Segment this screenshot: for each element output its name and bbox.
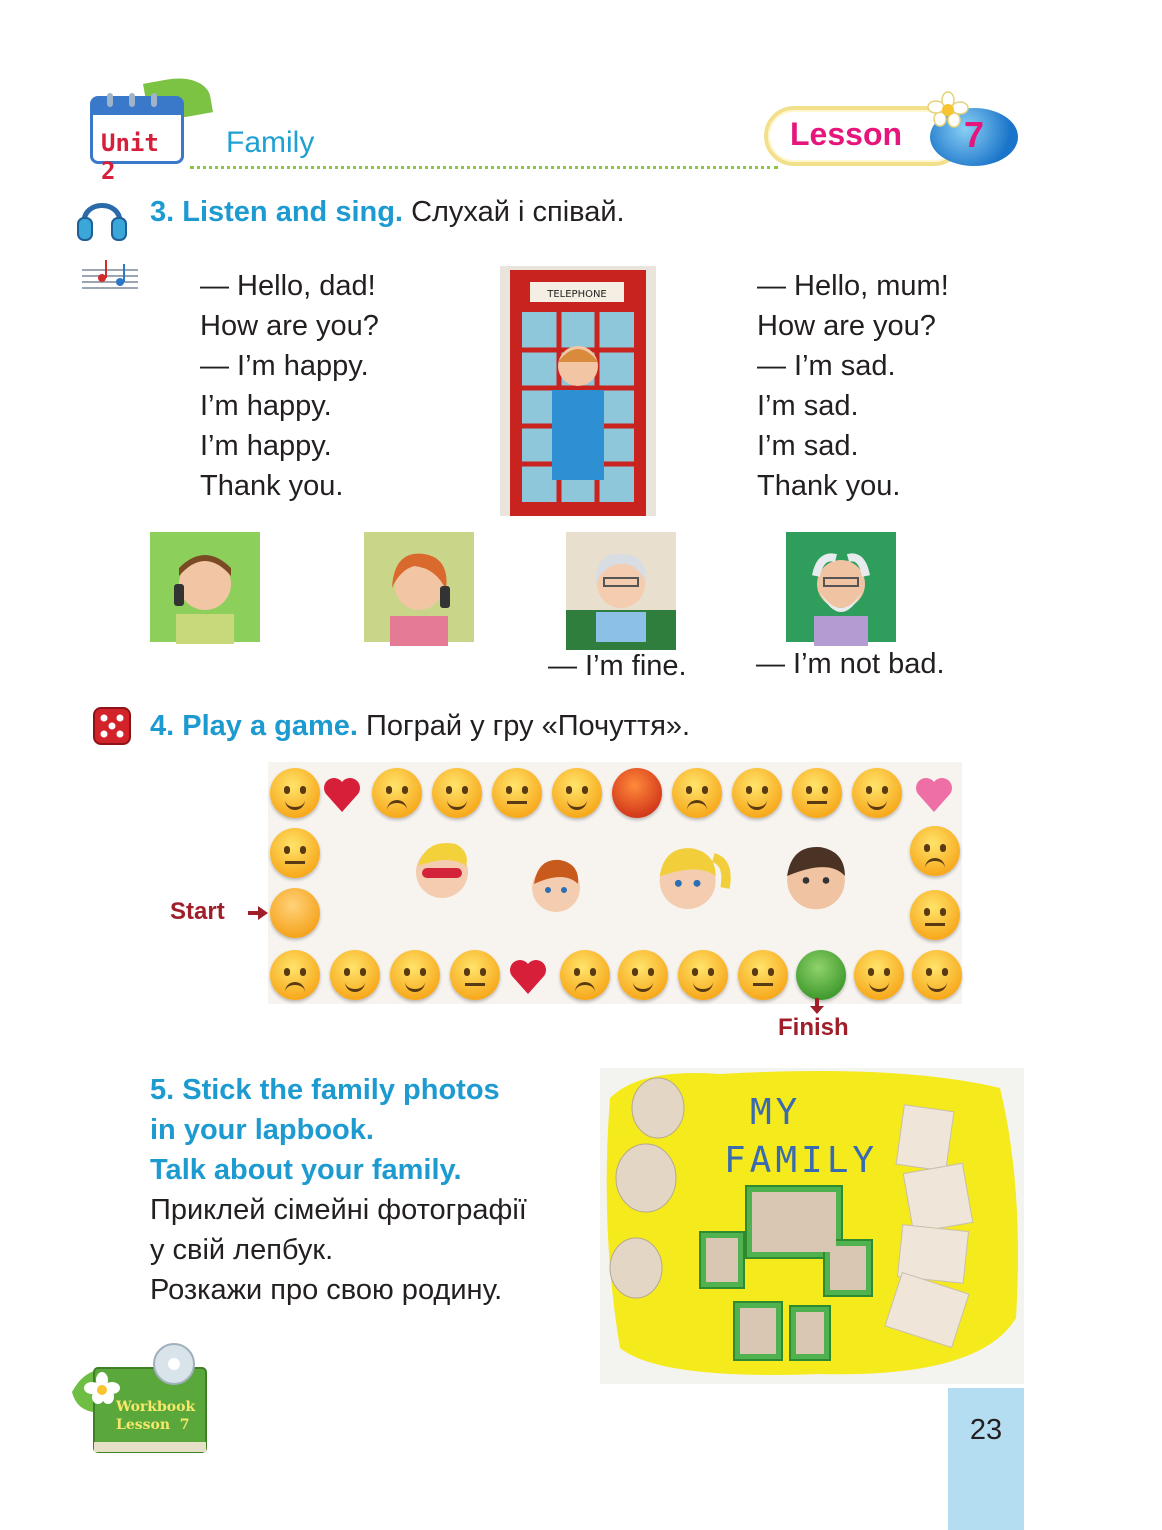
- lyric-line: I’m sad.: [757, 390, 859, 422]
- workbook-badge: [68, 1342, 210, 1454]
- crying-emoji: [372, 768, 422, 818]
- task5-title-line: in your lapbook.: [150, 1114, 374, 1146]
- workbook-line: Lesson 7: [116, 1417, 190, 1433]
- lyric-line: How are you?: [757, 310, 936, 342]
- smiling-emoji: [390, 950, 440, 1000]
- lapbook-my: MY: [750, 1092, 802, 1133]
- lesson-badge: [764, 106, 1020, 168]
- headphones-icon: [74, 190, 130, 246]
- smiling-emoji: [678, 950, 728, 1000]
- man-face: [776, 836, 856, 916]
- red-heart-icon: [506, 954, 550, 998]
- lyric-line: — Hello, mum!: [757, 270, 949, 302]
- task3-heading: [150, 196, 625, 229]
- calendar-icon: [90, 96, 184, 185]
- lesson-label: Lesson: [790, 116, 903, 152]
- game-board: [268, 762, 962, 1004]
- neutral-emoji: [910, 890, 960, 940]
- girl-face: [648, 832, 732, 916]
- task3-instruction: Слухай і співай.: [411, 196, 625, 228]
- task5-title: [150, 1070, 500, 1190]
- start-label: Start: [170, 898, 225, 925]
- start-circle: [270, 888, 320, 938]
- workbook-line: Workbook: [116, 1399, 196, 1415]
- wink-emoji: [852, 768, 902, 818]
- page-number: 23: [969, 1414, 1003, 1446]
- lyrics-left: [200, 266, 379, 506]
- lyric-line: How are you?: [200, 310, 379, 342]
- pink-heart-icon: [912, 772, 956, 816]
- grandma-portrait: [566, 532, 676, 642]
- task5-instruction-line: Приклей сімейні фотографії: [150, 1194, 527, 1226]
- finish-circle: [796, 950, 846, 1000]
- smiling-emoji: [912, 950, 962, 1000]
- dad-portrait: [150, 532, 260, 642]
- task4-heading: [150, 710, 690, 743]
- crying-emoji: [672, 768, 722, 818]
- workbook-label: [116, 1398, 195, 1434]
- lapbook-photo: [600, 1068, 1024, 1384]
- task4-title: 4. Play a game.: [150, 710, 358, 742]
- neutral-emoji: [270, 828, 320, 878]
- dice-icon: [90, 704, 134, 748]
- boy-face: [520, 848, 592, 920]
- neutral-emoji: [492, 768, 542, 818]
- lyric-line: I’m happy.: [200, 390, 332, 422]
- crying-emoji: [270, 950, 320, 1000]
- lyric-line: I’m sad.: [757, 430, 859, 462]
- music-notes-icon: [80, 256, 140, 292]
- phonebox-sign: TELEPHONE: [547, 289, 607, 300]
- lyrics-right: [757, 266, 949, 506]
- task4-instruction: Пограй у гру «Почуття».: [366, 710, 691, 742]
- red-circle: [612, 768, 662, 818]
- finish-label: Finish: [778, 1014, 849, 1041]
- smiling-emoji: [732, 768, 782, 818]
- page-number-box: [948, 1388, 1024, 1530]
- grandpa-portrait: [786, 532, 896, 642]
- arrow-down-icon: [810, 998, 824, 1014]
- task3-title: 3. Listen and sing.: [150, 196, 403, 228]
- wink-emoji: [854, 950, 904, 1000]
- lyric-line: I’m happy.: [200, 430, 332, 462]
- lyric-line: Thank you.: [757, 470, 901, 502]
- wink-emoji: [552, 768, 602, 818]
- lyric-line: — I’m happy.: [200, 350, 369, 382]
- task5-title-line: 5. Stick the family photos: [150, 1074, 500, 1106]
- task5-instruction: [150, 1190, 527, 1310]
- mum-portrait: [364, 532, 474, 642]
- wink-emoji: [270, 768, 320, 818]
- neutral-emoji: [738, 950, 788, 1000]
- task5-instruction-line: Розкажи про свою родину.: [150, 1274, 503, 1306]
- lyric-line: — I’m sad.: [757, 350, 896, 382]
- task5-title-line: Talk about your family.: [150, 1154, 462, 1186]
- grandpa-reply: — I’m not bad.: [756, 648, 945, 680]
- lesson-number: 7: [963, 114, 985, 155]
- unit-title: Family: [226, 126, 315, 159]
- unit-badge: [90, 90, 188, 185]
- masked-boy-face: [406, 832, 478, 904]
- flower-icon: [928, 92, 968, 126]
- grandma-reply: — I’m fine.: [548, 650, 687, 682]
- wink-emoji: [330, 950, 380, 1000]
- arrow-right-icon: [248, 906, 268, 920]
- smiling-emoji: [432, 768, 482, 818]
- lyric-line: — Hello, dad!: [200, 270, 376, 302]
- header-divider: [190, 166, 778, 169]
- unit-label: Unit 2: [101, 129, 159, 185]
- neutral-emoji: [450, 950, 500, 1000]
- crying-emoji: [560, 950, 610, 1000]
- task5-instruction-line: у свій лепбук.: [150, 1234, 334, 1266]
- lyric-line: Thank you.: [200, 470, 344, 502]
- lapbook-family: FAMILY: [724, 1140, 879, 1181]
- wink-emoji: [618, 950, 668, 1000]
- red-heart-icon: [320, 772, 364, 816]
- crying-emoji: [910, 826, 960, 876]
- phone-box-illustration: [500, 266, 656, 516]
- neutral-emoji: [792, 768, 842, 818]
